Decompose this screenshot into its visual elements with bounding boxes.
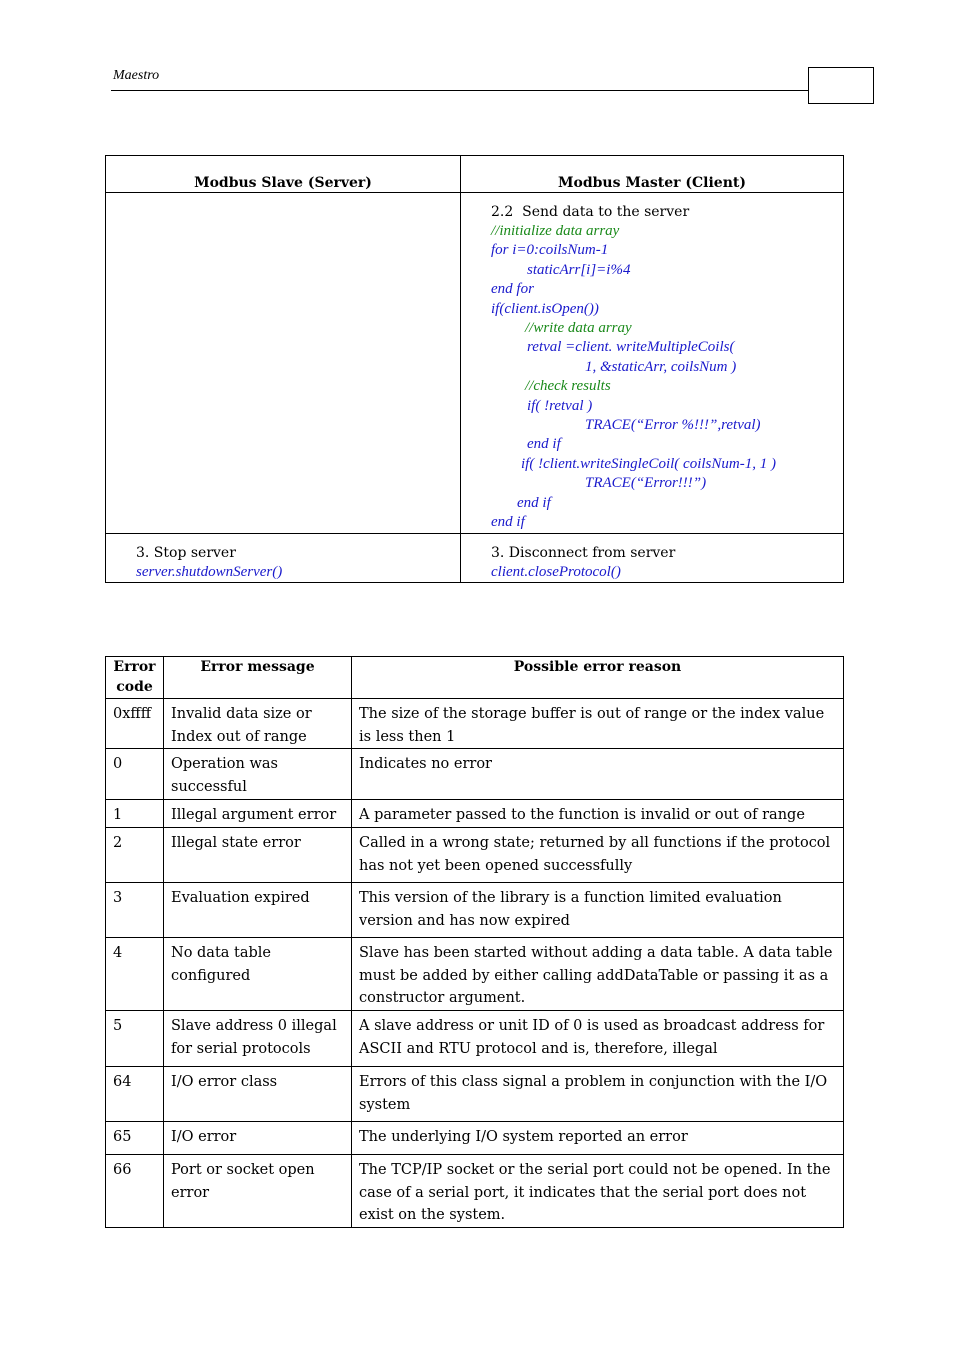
code-line: TRACE(“Error %!!!”,retval) xyxy=(585,417,761,434)
code-comment-line: //write data array xyxy=(525,320,632,337)
step3-slave-title: 3. Stop server xyxy=(136,544,236,561)
error-reason-cell: The TCP/IP socket or the serial port could not be opened. In the case of a serial port, it indicates that the serial port does not exist on the system. xyxy=(352,1155,844,1228)
code-line: if( !client.writeSingleCoil( coilsNum-1, 1 ) xyxy=(521,455,776,472)
code-line: if(client.isOpen()) xyxy=(491,300,599,317)
step2-title: 2.2 Send data to the server xyxy=(491,204,690,220)
error-row xyxy=(106,749,844,800)
code-line: retval =client. writeMultipleCoils( xyxy=(527,339,735,356)
error-message-cell: Illegal state error xyxy=(164,828,352,883)
err-header-message: Error message xyxy=(164,657,352,699)
step3-slave-code: server.shutdownServer() xyxy=(136,563,283,580)
col-header-master: Modbus Master (Client) xyxy=(461,156,844,193)
step3-master-code: client.closeProtocol() xyxy=(491,563,621,580)
code-block xyxy=(491,222,843,533)
error-code-cell: 66 xyxy=(106,1155,164,1228)
error-row xyxy=(106,699,844,749)
error-message-cell: Evaluation expired xyxy=(164,883,352,938)
page-number-box xyxy=(808,67,874,104)
code-line: for i=0:coilsNum-1 xyxy=(491,242,609,259)
error-reason-cell: Indicates no error xyxy=(352,749,844,800)
error-message-cell: Illegal argument error xyxy=(164,800,352,828)
error-code-cell: 2 xyxy=(106,828,164,883)
error-reason-cell: A slave address or unit ID of 0 is used as broadcast address for ASCII and RTU protocol and is, therefore, illegal xyxy=(352,1011,844,1067)
slave-step3-cell xyxy=(106,533,461,582)
error-row xyxy=(106,883,844,938)
slave-step2-cell xyxy=(106,193,461,534)
header-rule xyxy=(111,90,809,91)
error-row xyxy=(106,800,844,828)
error-reason-cell: The size of the storage buffer is out of range or the index value is less then 1 xyxy=(352,699,844,749)
code-line: 1, &staticArr, coilsNum ) xyxy=(585,358,737,375)
code-line: if( !retval ) xyxy=(527,397,593,414)
error-message-cell: Invalid data size or Index out of range xyxy=(164,699,352,749)
error-message-cell: Operation was successful xyxy=(164,749,352,800)
error-code-cell: 0xffff xyxy=(106,699,164,749)
master-step3-cell xyxy=(461,533,844,582)
error-row xyxy=(106,828,844,883)
error-row xyxy=(106,1122,844,1155)
code-line: end for xyxy=(491,281,534,298)
header-title: Maestro xyxy=(113,68,160,83)
code-comment-line: //check results xyxy=(525,378,611,395)
error-message-cell: I/O error class xyxy=(164,1067,352,1122)
error-codes-table xyxy=(105,656,844,1228)
error-row xyxy=(106,938,844,1011)
error-row xyxy=(106,1155,844,1228)
error-code-cell: 5 xyxy=(106,1011,164,1067)
code-line: end if xyxy=(517,494,551,511)
error-message-cell: Slave address 0 illegal for serial protocols xyxy=(164,1011,352,1067)
error-code-cell: 65 xyxy=(106,1122,164,1155)
code-line: end if xyxy=(491,514,525,531)
error-reason-cell: The underlying I/O system reported an error xyxy=(352,1122,844,1155)
error-row xyxy=(106,1067,844,1122)
error-code-cell: 1 xyxy=(106,800,164,828)
step3-master-title: 3. Disconnect from server xyxy=(491,544,676,561)
error-reason-cell: Slave has been started without adding a data table. A data table must be added by either calling addDataTable or passing it as a constructor argument. xyxy=(352,938,844,1011)
col-header-slave: Modbus Slave (Server) xyxy=(106,156,461,193)
error-message-cell: Port or socket open error xyxy=(164,1155,352,1228)
error-message-cell: No data table configured xyxy=(164,938,352,1011)
error-code-cell: 0 xyxy=(106,749,164,800)
err-header-reason: Possible error reason xyxy=(352,657,844,699)
error-message-cell: I/O error xyxy=(164,1122,352,1155)
code-line: end if xyxy=(527,436,561,453)
error-reason-cell: A parameter passed to the function is invalid or out of range xyxy=(352,800,844,828)
error-row xyxy=(106,1011,844,1067)
error-code-cell: 4 xyxy=(106,938,164,1011)
error-code-cell: 64 xyxy=(106,1067,164,1122)
error-reason-cell: Called in a wrong state; returned by all functions if the protocol has not yet been opened successfully xyxy=(352,828,844,883)
error-code-cell: 3 xyxy=(106,883,164,938)
error-reason-cell: Errors of this class signal a problem in conjunction with the I/O system xyxy=(352,1067,844,1122)
code-line: TRACE(“Error!!!”) xyxy=(585,475,707,492)
code-line: staticArr[i]=i%4 xyxy=(527,261,631,278)
error-reason-cell: This version of the library is a function limited evaluation version and has now expired xyxy=(352,883,844,938)
code-comment-line: //initialize data array xyxy=(491,223,620,239)
err-header-code: Error code xyxy=(106,657,164,699)
comparison-table xyxy=(105,155,844,583)
master-step2-cell xyxy=(461,193,844,534)
